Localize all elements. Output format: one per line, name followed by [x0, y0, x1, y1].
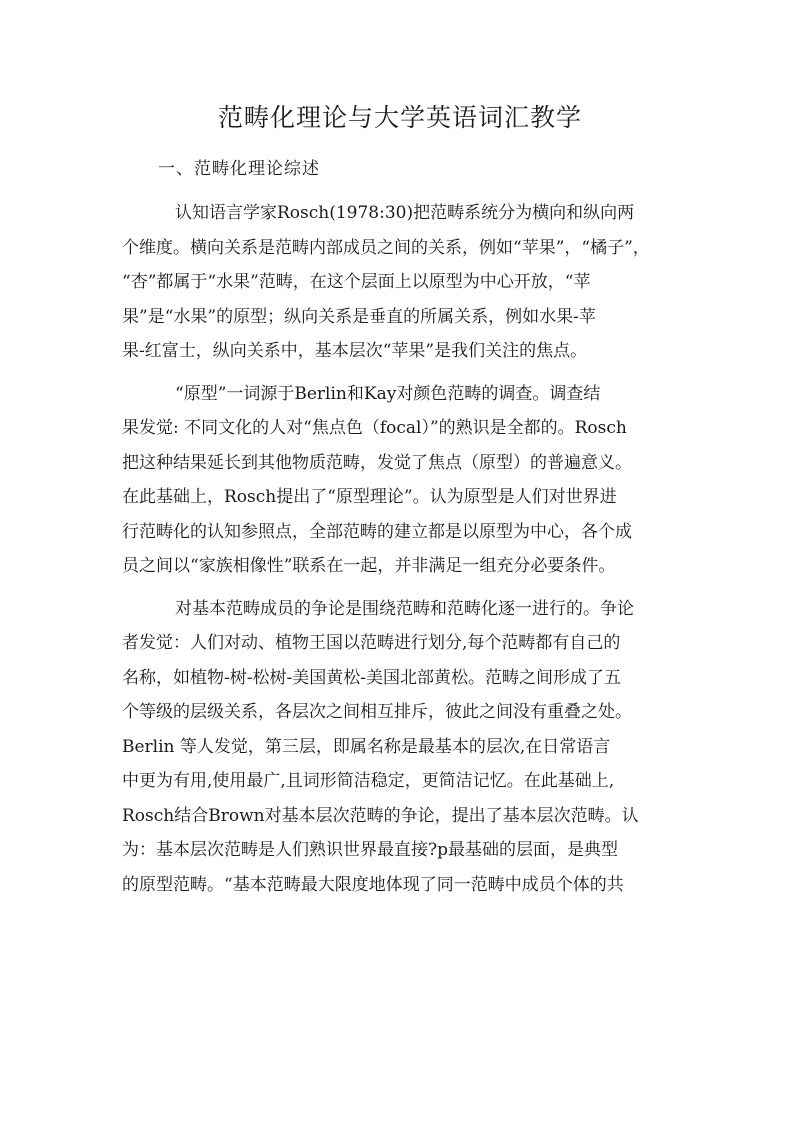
paragraph-line: 果发觉: 不同文化的人对“焦点色（focal）”的熟识是全都的。Rosch — [122, 418, 627, 438]
document-body — [122, 196, 682, 910]
paragraph-line: 在此基础上，Rosch提出了“原型理论”。认为原型是人们对世界进 — [122, 487, 617, 507]
paragraph-line: 果-红富士，纵向关系中，基本层次“苹果”是我们关注的焦点。 — [122, 341, 588, 361]
paragraph-line: 者发觉：人们对动、植物王国以范畴进行划分,每个范畴都有自己的 — [122, 633, 621, 653]
paragraph-line: 中更为有用,使用最广,且词形简洁稳定，更简洁记忆。在此基础上, — [122, 771, 615, 791]
paragraph-line: 对基本范畴成员的争论是围绕范畴和范畴化逐一进行的。争论 — [175, 598, 634, 619]
paragraph-line: “原型”一词源于Berlin和Kay对颜色范畴的调查。调查结 — [175, 383, 601, 404]
paragraph-line: Rosch结合Brown对基本层次范畴的争论，提出了基本层次范畴。认 — [122, 805, 639, 826]
paragraph-line: 行范畴化的认知参照点，全部范畴的建立都是以原型为中心，各个成 — [122, 521, 632, 542]
paragraph-line: 名称，如植物-树-松树-美国黄松-美国北部黄松。范畴之间形成了五 — [122, 667, 621, 688]
paragraph-line: 认知语言学家Rosch(1978:30)把范畴系统分为横向和纵向两 — [175, 203, 635, 223]
paragraph-line: 员之间以“家族相像性”联系在一起，并非满足一组充分必要条件。 — [122, 556, 616, 576]
paragraph-line: 把这种结果延长到其他物质范畴，发觉了焦点（原型）的普遍意义。 — [122, 452, 632, 473]
document-title: 范畴化理论与大学英语词汇教学 — [217, 103, 582, 132]
section-heading: 一、范畴化理论综述 — [158, 159, 320, 179]
paragraph-line: 为：基本层次范畴是人们熟识世界最直接?p最基础的层面，是典型 — [122, 840, 618, 860]
paragraph-line: 个维度。横向关系是范畴内部成员之间的关系，例如“苹果”，“橘子”， — [122, 237, 650, 258]
paragraph-line: 个等级的层级关系，各层次之间相互排斥，彼此之间没有重叠之处。 — [122, 702, 632, 722]
paragraph-2 — [122, 377, 682, 584]
paragraph-line: “杏”都属于“水果”范畴，在这个层面上以原型为中心开放，“苹 — [122, 272, 591, 292]
paragraph-3 — [122, 592, 682, 903]
paragraph-line: Berlin 等人发觉，第三层，即属名称是最基本的层次,在日常语言 — [122, 736, 611, 757]
paragraph-1 — [122, 196, 682, 369]
paragraph-line: 果”是“水果”的原型；纵向关系是垂直的所属关系，例如水果-苹 — [122, 306, 596, 327]
paragraph-line: 的原型范畴。“基本范畴最大限度地体现了同一范畴中成员个体的共 — [122, 874, 624, 895]
